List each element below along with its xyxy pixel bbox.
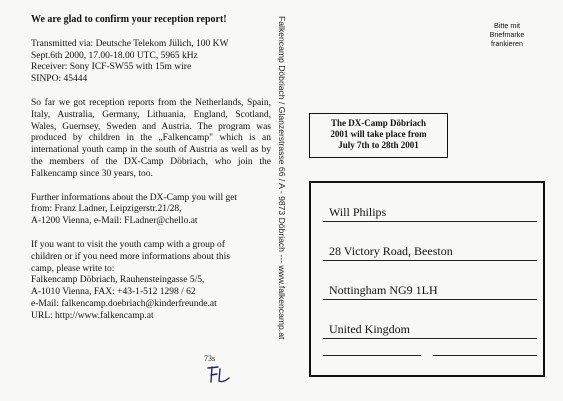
notice-line: 2001 will take place from [330,129,427,139]
reports-paragraph: So far we got reception reports from the Netherlands, Spain, Italy, Australia, Germany, Lithuania, England, Scotland, Wales, Guernsey, Sweden and Austria. The program was produced by children in the „Falkencamp" which is an international youth camp in the south of Austria as well as by the members of the DX-Camp Döbriach, who join the Falkencamp since 30 years, too. [31,97,271,179]
stamp-area [472,21,542,48]
notice-line: The DX-Camp Döbriach [330,118,426,128]
address-name: Will Philips [323,205,537,222]
receiver-line: Receiver: Sony ICF-SW55 with 15m wire [31,62,192,73]
reference-number: 73s [204,354,216,363]
notice-line: July 7th to 28th 2001 [338,140,419,150]
stamp-text-line: Bitte mit [494,21,520,30]
visit-line: Falkencamp Döbriach, Rauhensteingasse 5/5, [31,275,205,286]
visit-line: camp, please write to: [31,263,115,274]
address-city: Nottingham NG9 1LH [323,283,537,300]
visit-line: If you want to visit the youth camp with a group of [31,239,225,250]
sinpo-line: SINPO: 45444 [31,74,88,85]
dx-camp-info [31,193,271,228]
transmitter-line: Transmitted via: Deutsche Telekom Jülich, 100 KW [31,38,229,49]
date-frequency-line: Sept.6th 2000, 17.00-18.00 UTC, 5965 kHz [31,50,198,61]
card-text-column [31,14,271,323]
visit-line: e-Mail: falkencamp.doebriach@kinderfreunde.at [31,298,217,309]
vertical-address-strip [273,16,291,388]
transmission-details [31,39,271,86]
vertical-address-text: Falkencamp Döbriach / Glanzerstrasse 66 / A - 9873 Döbriach --- www.falkencamp.at [277,16,287,340]
address-box [309,181,545,377]
stamp-text-line: Briefmarke [489,30,525,39]
visit-line: URL: http://www.falkencamp.at [31,310,154,321]
info-line: A-1200 Vienna, e-Mail: FLadner@chello.at [31,216,198,227]
visit-info [31,240,271,323]
info-line: from: Franz Ladner, Leipzigerstr.21/28, [31,204,182,215]
signature-icon [205,364,231,386]
camp-notice-box [309,113,448,158]
address-street: 28 Victory Road, Beeston [323,244,537,261]
stamp-text-line: frankieren [491,39,523,48]
info-line: Further informations about the DX-Camp you will get [31,192,238,203]
visit-line: A-1010 Vienna, FAX: +43-1-512 1298 / 62 [31,287,196,298]
card-title: We are glad to confirm your reception report! [31,14,227,25]
visit-line: children or if you need more informations about this [31,251,230,262]
line-gap [421,353,433,357]
address-country: United Kingdom [323,322,537,339]
